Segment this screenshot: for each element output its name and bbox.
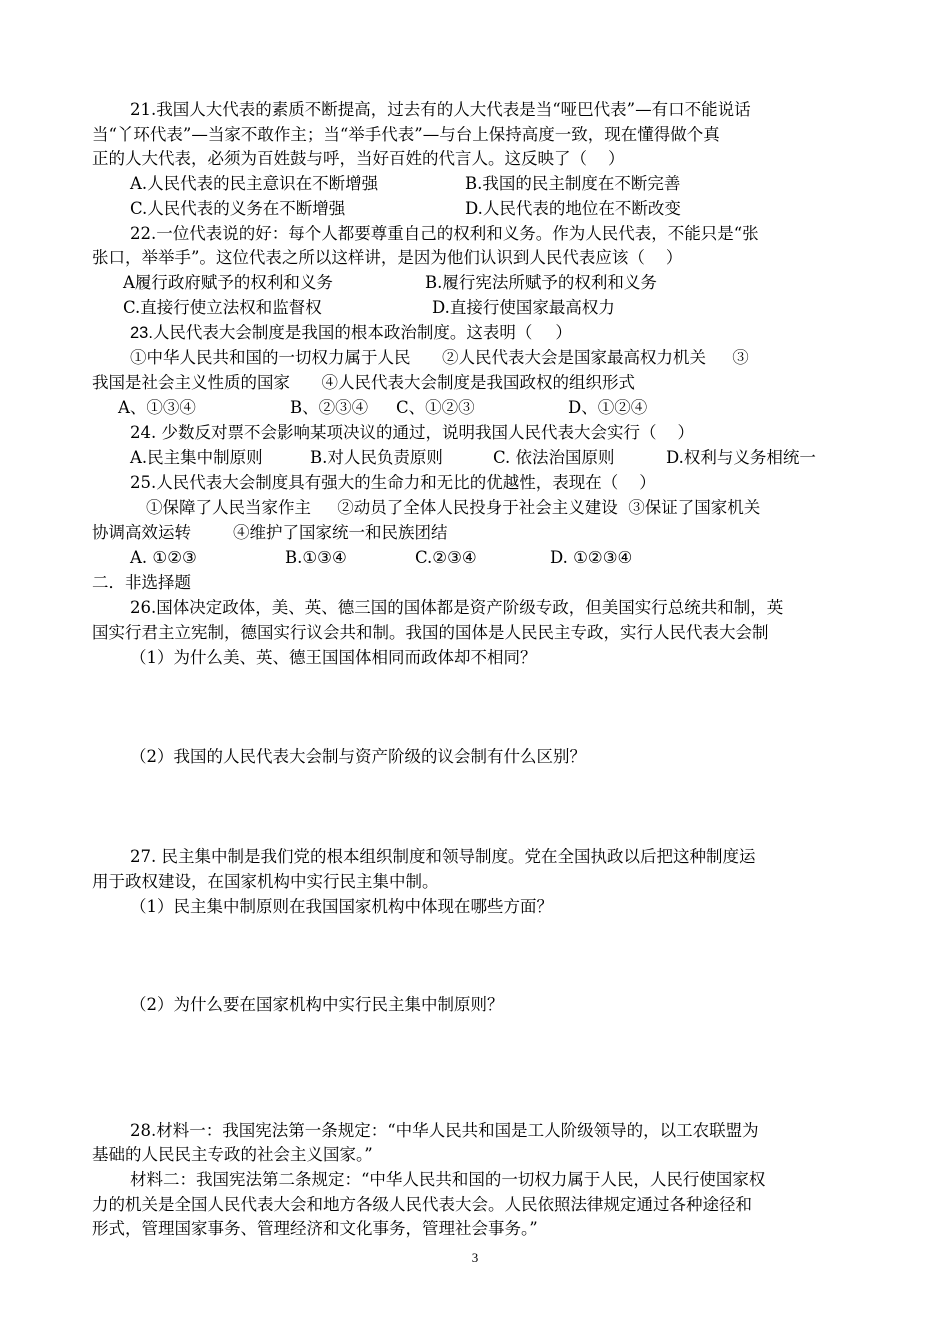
q28-material-1-line-2: 基础的人民民主专政的社会主义国家。” — [92, 1145, 373, 1164]
q25-option-b: B.①③④ — [285, 548, 347, 567]
q28-material-2-line-1: 材料二：我国宪法第二条规定：“中华人民共和国的一切权力属于人民，人民行使国家权 — [130, 1170, 766, 1189]
q25-line-1: 25.人民代表大会制度具有强大的生命力和无比的优越性，表现在（ ） — [130, 473, 656, 492]
q21-option-d: D.人民代表的地位在不断改变 — [465, 199, 681, 218]
q27-line-1: 27. 民主集中制是我们党的根本组织制度和领导制度。党在全国执政以后把这种制度运 — [130, 847, 756, 866]
q22-option-b: B.履行宪法所赋予的权利和义务 — [425, 273, 657, 292]
q26-subq-2: （2）我国的人民代表大会制与资产阶级的议会制有什么区别？ — [130, 747, 586, 766]
q22-option-a: A履行政府赋予的权利和义务 — [123, 273, 333, 292]
q26-subq-1: （1）为什么美、英、德王国国体相同而政体却不相同？ — [130, 648, 537, 667]
q26-line-1: 26.国体决定政体，美、英、德三国的国体都是资产阶级专政，但美国实行总统共和制，英 — [130, 598, 784, 617]
q24-option-a: A.民主集中制原则 — [130, 448, 263, 467]
page-number: 3 — [471, 1250, 479, 1265]
q27-subq-1: （1）民主集中制原则在我国国家机构中体现在哪些方面？ — [130, 897, 553, 916]
q25-option-d: D. ①②③④ — [550, 548, 633, 567]
q23-line-1: 23.人民代表大会制度是我国的根本政治制度。这表明（ ） — [130, 324, 572, 342]
q23-option-c: C、①②③ — [396, 398, 475, 417]
q21-line-3: 正的人大代表，必须为百姓鼓与呼，当好百姓的代言人。这反映了（ ） — [92, 149, 625, 168]
q27-subq-2: （2）为什么要在国家机构中实行民主集中制原则？ — [130, 995, 504, 1014]
q28-material-1-line-1: 28.材料一：我国宪法第一条规定：“中华人民共和国是工人阶级领导的，以工农联盟为 — [130, 1121, 759, 1140]
q27-line-2: 用于政权建设，在国家机构中实行民主集中制。 — [92, 872, 439, 891]
q21-option-c: C.人民代表的义务在不断增强 — [130, 199, 346, 218]
q25-option-a: A. ①②③ — [130, 548, 197, 567]
q24-line-1: 24. 少数反对票不会影响某项决议的通过，说明我国人民代表大会实行（ ） — [130, 423, 694, 442]
q24-option-b: B.对人民负责原则 — [310, 448, 443, 467]
q23-line-3: 我国是社会主义性质的国家 ④人民代表大会制度是我国政权的组织形式 — [92, 373, 635, 392]
q26-line-2: 国实行君主立宪制，德国实行议会共和制。我国的国体是人民民主专政，实行人民代表大会制 — [92, 623, 769, 642]
q22-option-c: C.直接行使立法权和监督权 — [123, 298, 322, 317]
q25-line-3: 协调高效运转 ④维护了国家统一和民族团结 — [92, 523, 448, 542]
q25-line-2: ①保障了人民当家作主 ②动员了全体人民投身于社会主义建设 ③保证了国家机关 — [146, 498, 761, 517]
q28-material-2-line-3: 形式，管理国家事务、管理经济和文化事务，管理社会事务。” — [92, 1219, 538, 1238]
q23-option-b: B、②③④ — [290, 398, 369, 417]
q25-option-c: C.②③④ — [415, 548, 477, 567]
q21-option-a: A.人民代表的民主意识在不断增强 — [130, 174, 379, 193]
q21-option-b: B.我国的民主制度在不断完善 — [465, 174, 681, 193]
q24-option-d: D.权利与义务相统一 — [666, 448, 816, 467]
q28-material-2-line-2: 力的机关是全国人民代表大会和地方各级人民代表大会。人民依照法律规定通过各种途径和 — [92, 1195, 752, 1214]
q23-line-2: ①中华人民共和国的一切权力属于人民 ②人民代表大会是国家最高权力机关 ③ — [130, 348, 749, 367]
q21-line-1: 21.我国人大代表的素质不断提高，过去有的人大代表是当“哑巴代表”—有口不能说话 — [130, 100, 751, 119]
q22-line-1: 22.一位代表说的好：每个人都要尊重自己的权利和义务。作为人民代表，不能只是“张 — [130, 224, 759, 243]
section-heading: 二．非选择题 — [92, 573, 191, 592]
q24-option-c: C. 依法治国原则 — [493, 448, 615, 467]
q23-option-d: D、①②④ — [568, 398, 648, 417]
q23-option-a: A、①③④ — [118, 398, 196, 417]
q21-line-2: 当“丫环代表”—当家不敢作主；当“举手代表”—与台上保持高度一致，现在懂得做个真 — [92, 125, 720, 144]
q22-option-d: D.直接行使国家最高权力 — [432, 298, 615, 317]
q22-line-2: 张口，举举手”。这位代表之所以这样讲，是因为他们认识到人民代表应该（ ） — [92, 248, 683, 267]
